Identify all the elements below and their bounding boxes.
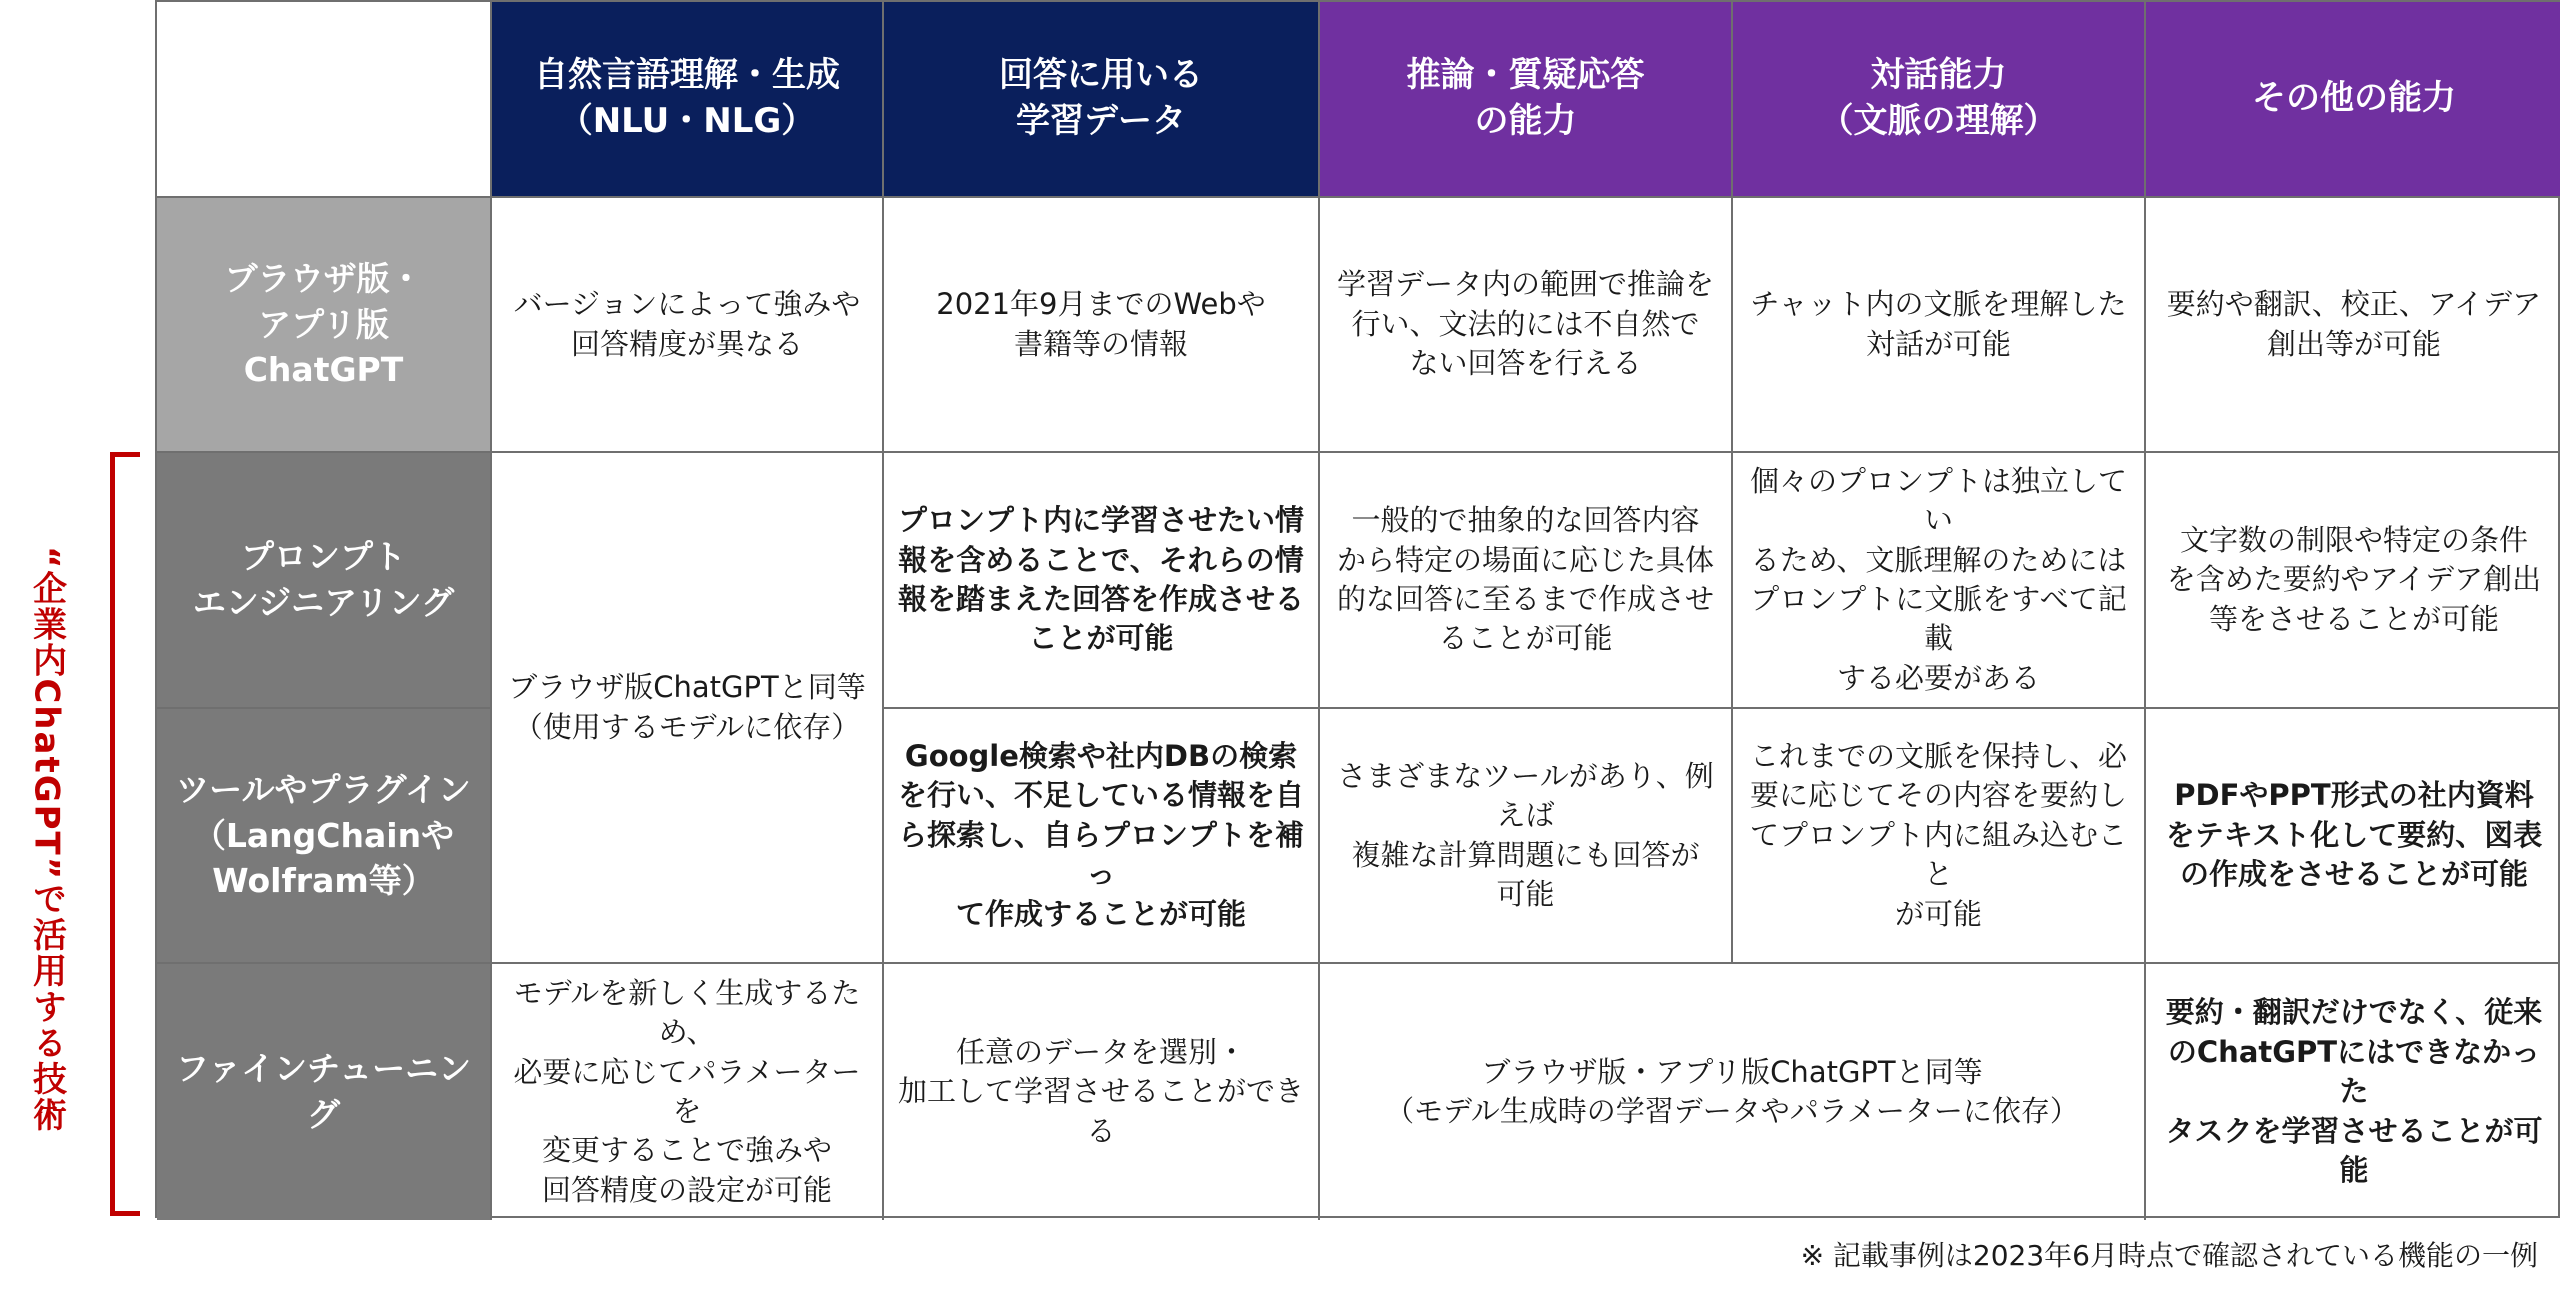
table-cell: 学習データ内の範囲で推論を 行い、文法的には不自然で ない回答を行える (1320, 198, 1733, 453)
table-cell: 文字数の制限や特定の条件 を含めた要約やアイデア創出 等をさせることが可能 (2146, 453, 2560, 709)
table-cell-merged: ブラウザ版ChatGPTと同等 （使用するモデルに依存） (492, 453, 884, 964)
row-header-browser-app: ブラウザ版・ アプリ版 ChatGPT (157, 198, 492, 453)
table-corner (157, 2, 492, 198)
side-label: “企業内ChatGPT”で活用する技術 (26, 546, 67, 1134)
table-cell: チャット内の文脈を理解した 対話が可能 (1733, 198, 2146, 453)
table-cell: バージョンによって強みや 回答精度が異なる (492, 198, 884, 453)
table-cell: 2021年9月までのWebや 書籍等の情報 (884, 198, 1320, 453)
header-nlu-nlg: 自然言語理解・生成 （NLU・NLG） (492, 2, 884, 198)
header-other: その他の能力 (2146, 2, 2560, 198)
table-cell: さまざまなツールがあり、例えば 複雑な計算問題にも回答が 可能 (1320, 709, 1733, 964)
table-cell: これまでの文脈を保持し、必 要に応じてその内容を要約し てプロンプト内に組み込むこと が可能 (1733, 709, 2146, 964)
table-cell: 要約や翻訳、校正、アイデア 創出等が可能 (2146, 198, 2560, 453)
row-header-fine-tuning: ファインチューニング (157, 964, 492, 1220)
table-cell: Google検索や社内DBの検索 を行い、不足している情報を自 ら探索し、自らプロンプトを補っ て作成することが可能 (884, 709, 1320, 964)
capability-table (155, 0, 2560, 1218)
table-cell: 個々のプロンプトは独立してい るため、文脈理解のためには プロンプトに文脈をすべて記載 する必要がある (1733, 453, 2146, 709)
header-dialogue: 対話能力 （文脈の理解） (1733, 2, 2146, 198)
table-cell: 任意のデータを選別・ 加工して学習させることができる (884, 964, 1320, 1220)
row-header-prompt-engineering: プロンプト エンジニアリング (157, 453, 492, 709)
table-cell: PDFやPPT形式の社内資料 をテキスト化して要約、図表 の作成をさせることが可能 (2146, 709, 2560, 964)
table-cell-merged: ブラウザ版・アプリ版ChatGPTと同等 （モデル生成時の学習データやパラメーターに依存） (1320, 964, 2146, 1220)
header-reasoning: 推論・質疑応答 の能力 (1320, 2, 1733, 198)
table-cell: 一般的で抽象的な回答内容 から特定の場面に応じた具体 的な回答に至るまで作成させ ることが可能 (1320, 453, 1733, 709)
footnote: ※ 記載事例は2023年6月時点で確認されている機能の一例 (1800, 1239, 2538, 1272)
header-training-data: 回答に用いる 学習データ (884, 2, 1320, 198)
table-cell: 要約・翻訳だけでなく、従来 のChatGPTにはできなかった タスクを学習させることが可能 (2165, 995, 2543, 1188)
table-cell: プロンプト内に学習させたい情 報を含めることで、それらの情 報を踏まえた回答を作成させる ことが可能 (884, 453, 1320, 709)
row-header-tools-plugins: ツールやプラグイン （LangChainや Wolfram等） (157, 709, 492, 964)
table-cell: モデルを新しく生成するため、 必要に応じてパラメーターを 変更することで強みや 回答精度の設定が可能 (492, 964, 884, 1220)
row-group-bracket (110, 452, 140, 1216)
